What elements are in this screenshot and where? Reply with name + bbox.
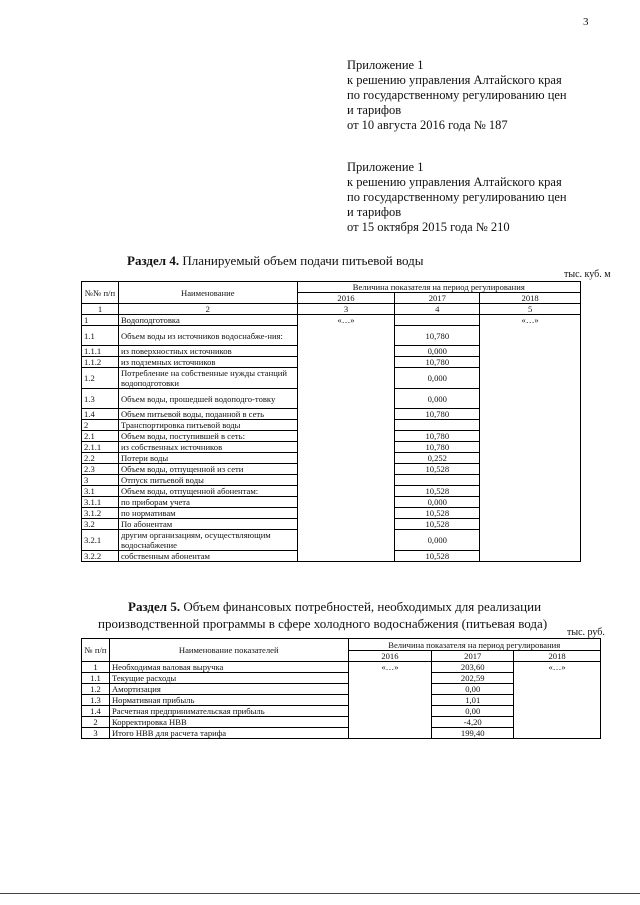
header-year: 2018 [480,293,581,304]
row-number: 2 [82,420,119,431]
row-name: из поверхностных источников [118,346,297,357]
value-2017: 203,60 [432,662,514,673]
header-num: №№ п/п [82,282,119,304]
row-number: 1.1 [82,326,119,346]
row-number: 1 [82,315,119,326]
annex-line: по государственному регулированию цен [347,88,567,102]
row-number: 2 [82,717,110,728]
section4-unit: тыс. куб. м [564,269,611,280]
section5-title-bold: Раздел 5. [128,599,181,614]
row-name: Текущие расходы [109,673,348,684]
row-name: Отпуск питьевой воды [118,475,297,486]
header-name: Наименование показателей [109,639,348,662]
row-number: 1 [82,662,110,673]
row-number: 1.4 [82,706,110,717]
value-2017: 10,780 [395,357,480,368]
value-2017: 0,000 [395,389,480,409]
value-2017: 0,00 [432,684,514,695]
value-2017 [395,315,480,326]
value-2018-merged: «…» [480,315,581,562]
row-name: Объем воды, отпущенной абонентам: [118,486,297,497]
table-row [82,662,601,673]
row-name: Водоподготовка [118,315,297,326]
page-number: 3 [583,16,589,28]
row-number: 2.2 [82,453,119,464]
row-name: Итого НВВ для расчета тарифа [109,728,348,739]
value-2017: 0,000 [395,497,480,508]
value-2017: 199,40 [432,728,514,739]
value-2017: 202,59 [432,673,514,684]
header-year: 2017 [432,651,514,662]
header-value-group: Величина показателя на период регулирования [348,639,601,651]
page-bottom-rule [0,893,640,894]
value-2017 [395,420,480,431]
value-2017: 10,780 [395,326,480,346]
header-col-index: 3 [297,304,395,315]
header-year: 2018 [514,651,601,662]
row-name: Необходимая валовая выручка [109,662,348,673]
section5-table [81,638,601,739]
row-name: Потери воды [118,453,297,464]
value-2017: 0,000 [395,530,480,551]
row-name: Объем питьевой воды, поданной в сеть [118,409,297,420]
row-number: 1.4 [82,409,119,420]
row-name: Амортизация [109,684,348,695]
header-year: 2016 [348,651,432,662]
value-2017: 0,000 [395,346,480,357]
row-name: Объем воды, отпущенной из сети [118,464,297,475]
header-year: 2017 [395,293,480,304]
table-row [82,315,581,326]
row-name: Расчетная предпринимательская прибыль [109,706,348,717]
row-number: 2.1 [82,431,119,442]
value-2016-merged: «…» [348,662,432,739]
value-2016-merged: «…» [297,315,395,562]
annex-line: Приложение 1 [347,160,424,174]
section4-title-bold: Раздел 4. [127,253,180,268]
row-name: другим организациям, осуществляющим водоснабжение [118,530,297,551]
value-2017: 10,528 [395,508,480,519]
row-number: 1.1 [82,673,110,684]
row-number: 2.3 [82,464,119,475]
annex-line: и тарифов [347,205,402,219]
value-2017: 1,01 [432,695,514,706]
value-2018-merged: «…» [514,662,601,739]
row-number: 2.1.1 [82,442,119,453]
header-col-index: 5 [480,304,581,315]
value-2017: 10,780 [395,442,480,453]
annex-line: от 15 октября 2015 года № 210 [347,220,510,234]
row-name: Объем воды, прошедшей водоподго-товку [118,389,297,409]
row-number: 1.1.1 [82,346,119,357]
value-2017: 10,528 [395,519,480,530]
row-name: по приборам учета [118,497,297,508]
value-2017: 10,780 [395,409,480,420]
row-name: из собственных источников [118,442,297,453]
row-name: по нормативам [118,508,297,519]
value-2017 [395,475,480,486]
value-2017: 0,252 [395,453,480,464]
value-2017: 10,528 [395,486,480,497]
value-2017: 10,528 [395,464,480,475]
row-number: 3.2.1 [82,530,119,551]
header-col-index: 4 [395,304,480,315]
row-number: 3.1.1 [82,497,119,508]
annex-header-original [347,160,567,235]
section5-title [98,598,618,632]
annex-line: по государственному регулированию цен [347,190,567,204]
row-name: Транспортировка питьевой воды [118,420,297,431]
value-2017: 0,000 [395,368,480,389]
annex-line: от 10 августа 2016 года № 187 [347,118,508,132]
row-number: 3.2 [82,519,119,530]
header-value-group: Величина показателя на период регулирования [297,282,580,293]
section4-title [127,253,424,269]
row-name: По абонентам [118,519,297,530]
row-name: из подземных источников [118,357,297,368]
row-name: Корректировка НВВ [109,717,348,728]
value-2017: -4,20 [432,717,514,728]
header-num: № п/п [82,639,110,662]
row-name: Объем воды, поступившей в сеть: [118,431,297,442]
row-name: собственным абонентам [118,551,297,562]
row-name: Потребление на собственные нужды станций водоподготовки [118,368,297,389]
row-number: 3.1.2 [82,508,119,519]
header-year: 2016 [297,293,395,304]
row-number: 1.3 [82,695,110,706]
row-number: 1.1.2 [82,357,119,368]
row-number: 3.1 [82,486,119,497]
row-number: 3 [82,728,110,739]
row-number: 3.2.2 [82,551,119,562]
header-col-index: 2 [118,304,297,315]
annex-line: и тарифов [347,103,402,117]
row-number: 1.2 [82,684,110,695]
annex-header-current [347,58,567,133]
annex-line: Приложение 1 [347,58,424,72]
section5-unit: тыс. руб. [567,627,605,638]
row-number: 3 [82,475,119,486]
row-name: Объем воды из источников водоснабже-ния: [118,326,297,346]
annex-line: к решению управления Алтайского края [347,73,562,87]
row-number: 1.2 [82,368,119,389]
section5-title-text: Объем финансовых потребностей, необходимых для реализации производственной программы в сфере холодного водоснабжения (питьевая вода) [98,599,548,631]
section4-title-text: Планируемый объем подачи питьевой воды [179,253,424,268]
value-2017: 0,00 [432,706,514,717]
annex-line: к решению управления Алтайского края [347,175,562,189]
value-2017: 10,780 [395,431,480,442]
value-2017: 10,528 [395,551,480,562]
row-name: Нормативная прибыль [109,695,348,706]
section4-table [81,281,581,562]
header-name: Наименование [118,282,297,304]
row-number: 1.3 [82,389,119,409]
header-col-index: 1 [82,304,119,315]
